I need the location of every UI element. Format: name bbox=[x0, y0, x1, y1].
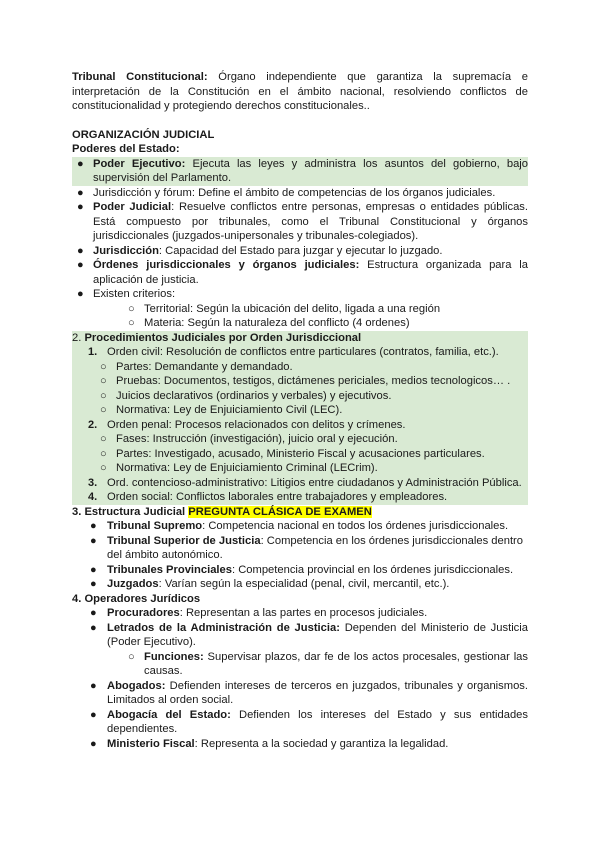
list-item: ○ Normativa: Ley de Enjuiciamiento Criminal (LECrim). bbox=[72, 461, 528, 476]
list-item: ● Tribunales Provinciales: Competencia provincial en los órdenes jurisdiccionales. bbox=[90, 563, 514, 576]
list-item: ● Abogacía del Estado: Defienden los intereses del Estado y sus entidades dependientes. bbox=[90, 708, 528, 735]
list-item: ● Juzgados: Varían según la especialidad (penal, civil, mercantil, etc.). bbox=[90, 578, 450, 590]
list-item: ● Jurisdicción: Capacidad del Estado para juzgar y ejecutar lo juzgado. bbox=[77, 244, 443, 257]
list-item: ● Poder Judicial: Resuelve conflictos entre personas, empresas o entidades públicas. Está compuesto por tribunales, como el Tribunal Constitucional y órganos jurisdiccionales (juzgados-unipersonales y tribunales-colegiados). bbox=[77, 201, 528, 242]
circle-bullet-icon: ○ bbox=[100, 447, 107, 460]
list-item: ● Procuradores: Representan a las partes en procesos judiciales. bbox=[90, 607, 428, 619]
list-item: ○ Normativa: Ley de Enjuiciamiento Civil (LEC). bbox=[72, 403, 528, 418]
circle-bullet-icon: ○ bbox=[100, 375, 107, 387]
bullet-icon: ● bbox=[77, 186, 84, 199]
order-item: 3. Ord. contencioso-administrativo: Litigios entre ciudadanos y Administración Pública. bbox=[72, 476, 528, 491]
list-item: ● Ministerio Fiscal: Representa a la sociedad y garantiza la legalidad. bbox=[90, 737, 449, 750]
circle-bullet-icon: ○ bbox=[100, 462, 107, 474]
order-item: 4. Orden social: Conflictos laborales entre trabajadores y empleadores. bbox=[72, 490, 528, 505]
list-item: ○ Funciones: Supervisar plazos, dar fe de los actos procesales, gestionar las causas. bbox=[128, 650, 528, 677]
circle-bullet-icon: ○ bbox=[100, 389, 107, 402]
list-item: ○ Territorial: Según la ubicación del delito, ligada a una región bbox=[128, 302, 441, 315]
list-item: ○ Juicios declarativos (ordinarios y verbales) y ejecutivos. bbox=[72, 389, 528, 404]
intro-paragraph bbox=[72, 70, 528, 114]
section-3-title: 3. Estructura Judicial PREGUNTA CLÁSICA DE EXAMEN bbox=[72, 505, 372, 518]
exam-badge: PREGUNTA CLÁSICA DE EXAMEN bbox=[188, 505, 372, 518]
org-title: ORGANIZACIÓN JUDICIAL bbox=[72, 128, 215, 141]
circle-bullet-icon: ○ bbox=[100, 360, 107, 373]
list-item: ● Abogados: Defienden intereses de terceros en juzgados, tribunales y organismos. Limitados al orden social. bbox=[90, 679, 528, 706]
bullet-icon: ● bbox=[90, 520, 97, 532]
bullet-icon: ● bbox=[77, 288, 84, 300]
bullet-icon: ● bbox=[90, 563, 97, 576]
bullet-icon: ● bbox=[90, 621, 97, 634]
org-subtitle: Poderes del Estado: bbox=[72, 143, 180, 155]
document-page bbox=[72, 70, 528, 751]
bullet-icon: ● bbox=[90, 708, 97, 721]
list-item: ○ Partes: Investigado, acusado, Ministerio Fiscal y acusaciones particulares. bbox=[72, 447, 528, 462]
order-item: 2. Orden penal: Procesos relacionados con delitos y crímenes. bbox=[72, 418, 528, 433]
bullet-icon: ● bbox=[77, 157, 84, 170]
list-item: ● Jurisdicción y fórum: Define el ámbito de competencias de los órganos judiciales. bbox=[77, 186, 496, 199]
list-item: ○ Pruebas: Documentos, testigos, dictámenes periciales, medios tecnologicos… . bbox=[72, 374, 528, 389]
list-item: ● Tribunal Superior de Justicia: Competencia en los órdenes jurisdiccionales dentro del ámbito autonómico. bbox=[90, 534, 523, 561]
bullet-icon: ● bbox=[77, 201, 84, 213]
list-item: ○ Partes: Demandante y demandado. bbox=[72, 360, 528, 375]
bullet-icon: ● bbox=[77, 244, 84, 257]
order-item: 1. Orden civil: Resolución de conflictos entre particulares (contratos, familia, etc.). bbox=[72, 345, 528, 360]
list-item: ○ Fases: Instrucción (investigación), juicio oral y ejecución. bbox=[72, 432, 528, 447]
list-item: ● Existen criterios: bbox=[77, 288, 176, 300]
circle-bullet-icon: ○ bbox=[128, 302, 135, 315]
bullet-icon: ● bbox=[77, 259, 84, 271]
circle-bullet-icon: ○ bbox=[128, 650, 135, 663]
bullet-icon: ● bbox=[90, 578, 97, 590]
bullet-icon: ● bbox=[90, 679, 97, 692]
list-item: ○ Materia: Según la naturaleza del conflicto (4 ordenes) bbox=[128, 317, 410, 329]
circle-bullet-icon: ○ bbox=[100, 404, 107, 416]
section-4-title: 4. Operadores Jurídicos bbox=[72, 592, 201, 605]
bullet-icon: ● bbox=[90, 534, 97, 547]
intro-text: Órgano independiente que garantiza la supremacía e interpretación de la Constitución en el ámbito nacional, resolviendo conflictos de constitucionalidad y protegiendo derechos constitucionales.. bbox=[72, 71, 528, 112]
bullet-icon: ● bbox=[90, 737, 97, 750]
bullet-icon: ● bbox=[90, 607, 97, 619]
list-item: ● Poder Ejecutivo: Ejecuta las leyes y administra los asuntos del gobierno, bajo supervisión del Parlamento. bbox=[72, 157, 528, 186]
list-item: ● Tribunal Supremo: Competencia nacional en todos los órdenes jurisdiccionales. bbox=[90, 520, 509, 532]
circle-bullet-icon: ○ bbox=[128, 317, 135, 329]
intro-term: Tribunal Constitucional: bbox=[72, 71, 208, 83]
circle-bullet-icon: ○ bbox=[100, 433, 107, 445]
list-item: ● Órdenes jurisdiccionales y órganos judiciales: Estructura organizada para la aplicación de justicia. bbox=[77, 259, 529, 286]
section-2-title: 2. Procedimientos Judiciales por Orden Jurisdiccional bbox=[72, 331, 528, 346]
list-item: ● Letrados de la Administración de Justicia: Dependen del Ministerio de Justicia (Poder Ejecutivo). bbox=[90, 621, 528, 648]
